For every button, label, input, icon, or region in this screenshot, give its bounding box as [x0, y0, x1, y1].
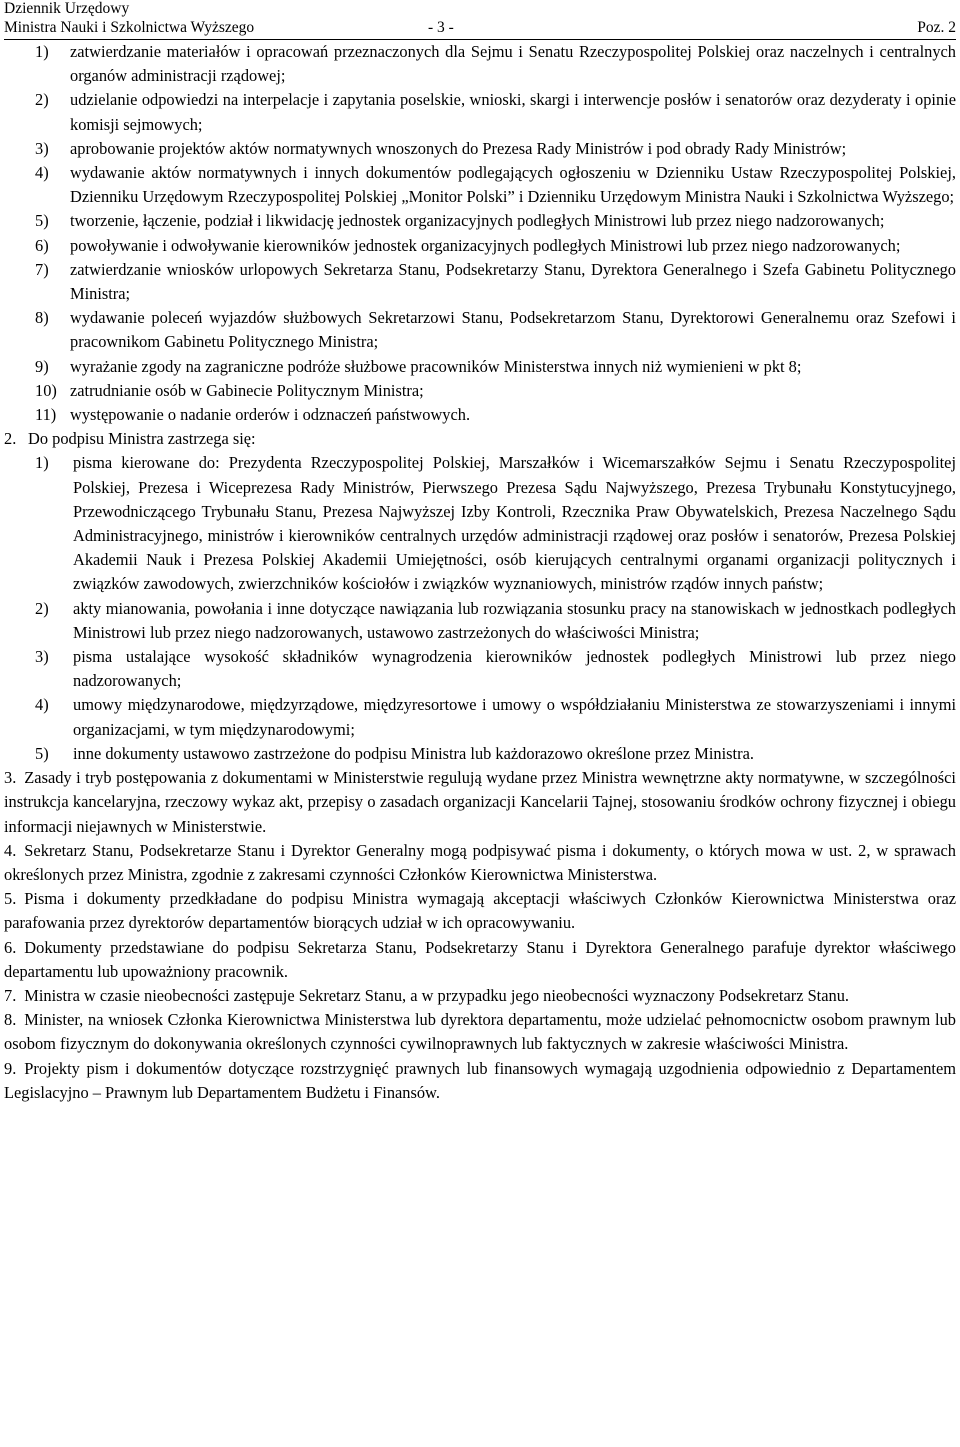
list-item-number: 4) [35, 695, 49, 715]
list-item-number: 5) [35, 211, 49, 231]
list-item [4, 161, 956, 209]
section-number: 2. [4, 429, 17, 449]
list-item-number: 5) [35, 743, 49, 763]
list-item-number: 9) [35, 356, 49, 376]
list-item [4, 451, 956, 596]
section-2-heading [4, 427, 956, 451]
list-item [4, 693, 956, 741]
list-item [4, 40, 956, 88]
list-item [4, 355, 956, 379]
section-text: Do podpisu Ministra zastrzega się: [28, 429, 256, 449]
paragraph-text: Ministra w czasie nieobecności zastępuje Sekretarz Stanu, a w przypadku jego nieobecności wyznaczony Podsekretarz Stanu. [24, 985, 849, 1005]
paragraph [4, 766, 956, 839]
list-item-text: pisma kierowane do: Prezydenta Rzeczypospolitej Polskiej, Marszałków i Wicemarszałków Sejmu i Senatu Rzeczypospolitej Polskiej, Prezesa i Wiceprezesa Rady Ministrów, Pierwszego Prezesa Sądu Najwyższego, Prezesa Trybunału Konstytucyjnego, Przewodniczącego Trybunału Stanu, Prezesa Najwyższej Izby Kontroli, Rzecznika Praw Obywatelskich, Prezesa Naczelnego Sądu Administracyjnego, ministrów i kierowników centralnych urzędów administracji rządowej oraz posłów i senatorów, Prezesa Polskiej Akademii Nauk i Prezesa Polskiej Akademii Umiejętności, osób kierujących centralnymi organami organizacji politycznych i związków zawodowych, zwierzchników kościołów i związków wyznaniowych, ministrów rządów innych państw; [73, 453, 956, 594]
list-item-text: umowy międzynarodowe, międzyrządowe, międzyresortowe i umowy o współdziałaniu Ministerstwa ze stowarzyszeniami i innymi organizacjami, w tym międzynarodowymi; [73, 695, 956, 739]
paragraph-text: Dokumenty przedstawiane do podpisu Sekretarza Stanu, Podsekretarzy Stanu i Dyrektora Generalnego parafuje dyrektor właściwego departamentu lub upoważniony pracownik. [4, 937, 956, 981]
page-number: - 3 - [428, 18, 454, 36]
list-item-text: zatwierdzanie materiałów i opracowań przeznaczonych dla Sejmu i Senatu Rzeczypospolitej Polskiej oraz naczelnych i centralnych organów administracji rządowej; [70, 42, 956, 86]
page-header [4, 0, 956, 40]
list-item-number: 3) [35, 647, 49, 667]
list-item [4, 209, 956, 233]
list-item-number: 11) [35, 405, 57, 425]
list-item-number: 1) [35, 453, 49, 473]
paragraph-text: Zasady i tryb postępowania z dokumentami w Ministerstwie regulują wydane przez Ministra wewnętrzne akty normatywne, w szczególności instrukcja kancelaryjna, rzeczowy wykaz akt, przepisy o zasadach organizacji Kancelarii Tajnej, stosowaniu środków ochrony fizycznej i obiegu informacji niejawnych w Ministerstwie. [4, 768, 956, 836]
document-body [4, 40, 956, 1105]
paragraph-number: 5. [4, 889, 17, 909]
paragraph [4, 936, 956, 984]
list-item-text: zatrudnianie osób w Gabinecie Politycznym Ministra; [70, 380, 424, 400]
list-item [4, 645, 956, 693]
list-item-text: udzielanie odpowiedzi na interpelacje i zapytania poselskie, wnioski, skargi i interwencje posłów i senatorów oraz dezyderaty i opinie komisji sejmowych; [70, 90, 956, 134]
paragraph [4, 887, 956, 935]
list-section-2 [4, 451, 956, 766]
paragraph-number: 7. [4, 985, 17, 1005]
list-item-text: pisma ustalające wysokość składników wynagrodzenia kierowników jednostek podległych Ministrowi lub przez niego nadzorowanych; [73, 647, 956, 691]
list-section-1 [4, 40, 956, 427]
list-item [4, 403, 956, 427]
list-item [4, 742, 956, 766]
paragraphs [4, 766, 956, 1105]
list-item-number: 7) [35, 259, 49, 279]
paragraph-number: 4. [4, 840, 17, 860]
paragraph-number: 8. [4, 1010, 17, 1030]
list-item [4, 234, 956, 258]
paragraph-text: Projekty pism i dokumentów dotyczące rozstrzygnięć prawnych lub finansowych wymagają uzgodnienia odpowiednio z Departamentem Legislacyjno – Prawnym lub Departamentem Budżetu i Finansów. [4, 1058, 956, 1102]
paragraph-text: Sekretarz Stanu, Podsekretarze Stanu i Dyrektor Generalny mogą podpisywać pisma i dokumenty, o których mowa w ust. 2, w sprawach określonych przez Ministra, zgodnie z zakresami czynności Członków Kierownictwa Ministerstwa. [4, 840, 956, 884]
journal-title: Dziennik Urzędowy [4, 0, 130, 17]
list-item-number: 1) [35, 42, 49, 61]
list-item-text: zatwierdzanie wniosków urlopowych Sekretarza Stanu, Podsekretarzy Stanu, Dyrektora Generalnego i Szefa Gabinetu Politycznego Ministra; [70, 259, 956, 304]
list-item-number: 10) [35, 380, 57, 400]
list-item-number: 3) [35, 138, 49, 158]
paragraph-number: 3. [4, 768, 17, 788]
list-item [4, 258, 956, 306]
paragraph [4, 1008, 956, 1056]
list-item-text: wydawanie aktów normatywnych i innych dokumentów podlegających ogłoszeniu w Dzienniku Ustaw Rzeczypospolitej Polskiej, Dzienniku Urzędowym Rzeczypospolitej Polskiej „Monitor Polski” i Dzienniku Urzędowym Ministra Nauki i Szkolnictwa Wyższego; [70, 163, 956, 207]
list-item-text: wydawanie poleceń wyjazdów służbowych Sekretarzowi Stanu, Podsekretarzom Stanu, Dyrektorowi Generalnemu oraz Szefowi i pracownikom Gabinetu Politycznego Ministra; [70, 308, 956, 352]
list-item-text: tworzenie, łączenie, podział i likwidację jednostek organizacyjnych podległych Ministrowi lub przez niego nadzorowanych; [70, 211, 885, 231]
position-number: Poz. 2 [917, 18, 956, 36]
paragraph [4, 1057, 956, 1105]
list-item-text: występowanie o nadanie orderów i odznaczeń państwowych. [70, 405, 471, 425]
list-item-text: inne dokumenty ustawowo zastrzeżone do podpisu Ministra lub każdorazowo określone przez Ministra. [73, 743, 754, 763]
list-item-number: 4) [35, 163, 49, 183]
list-item [4, 379, 956, 403]
list-item-number: 6) [35, 235, 49, 255]
list-item-text: wyrażanie zgody na zagraniczne podróże służbowe pracowników Ministerstwa innych niż wymienieni w pkt 8; [70, 356, 802, 376]
paragraph-text: Minister, na wniosek Członka Kierownictwa Ministerstwa lub dyrektora departamentu, może udzielać pełnomocnictw osobom prawnym lub osobom fizycznym do dokonywania określonych czynności cywilnoprawnych lub faktycznych w zakresie właściwości Ministra. [4, 1010, 956, 1054]
list-item [4, 137, 956, 161]
list-item-number: 8) [35, 308, 49, 328]
paragraph [4, 984, 956, 1008]
paragraph-number: 9. [4, 1058, 17, 1078]
list-item-number: 2) [35, 598, 49, 618]
list-item-number: 2) [35, 90, 49, 110]
list-item [4, 306, 956, 354]
paragraph-number: 6. [4, 937, 17, 957]
paragraph-text: Pisma i dokumenty przedkładane do podpisu Ministra wymagają akceptacji właściwych Członków Kierownictwa Ministerstwa oraz parafowania przez dyrektorów departamentów biorących udział w ich opracowywaniu. [4, 889, 956, 933]
list-item-text: akty mianowania, powołania i inne dotyczące nawiązania lub rozwiązania stosunku pracy na stanowiskach w jednostkach podległych Ministrowi lub przez niego nadzorowanych, ustawowo zastrzeżonych do właściwości Ministra; [73, 598, 956, 642]
list-item [4, 88, 956, 136]
list-item-text: aprobowanie projektów aktów normatywnych wnoszonych do Prezesa Rady Ministrów i pod obrady Rady Ministrów; [70, 138, 847, 158]
list-item-text: powoływanie i odwoływanie kierowników jednostek organizacyjnych podległych Ministrowi lub przez niego nadzorowanych; [70, 235, 901, 255]
list-item [4, 597, 956, 645]
publisher-name: Ministra Nauki i Szkolnictwa Wyższego [4, 18, 255, 36]
paragraph [4, 839, 956, 887]
